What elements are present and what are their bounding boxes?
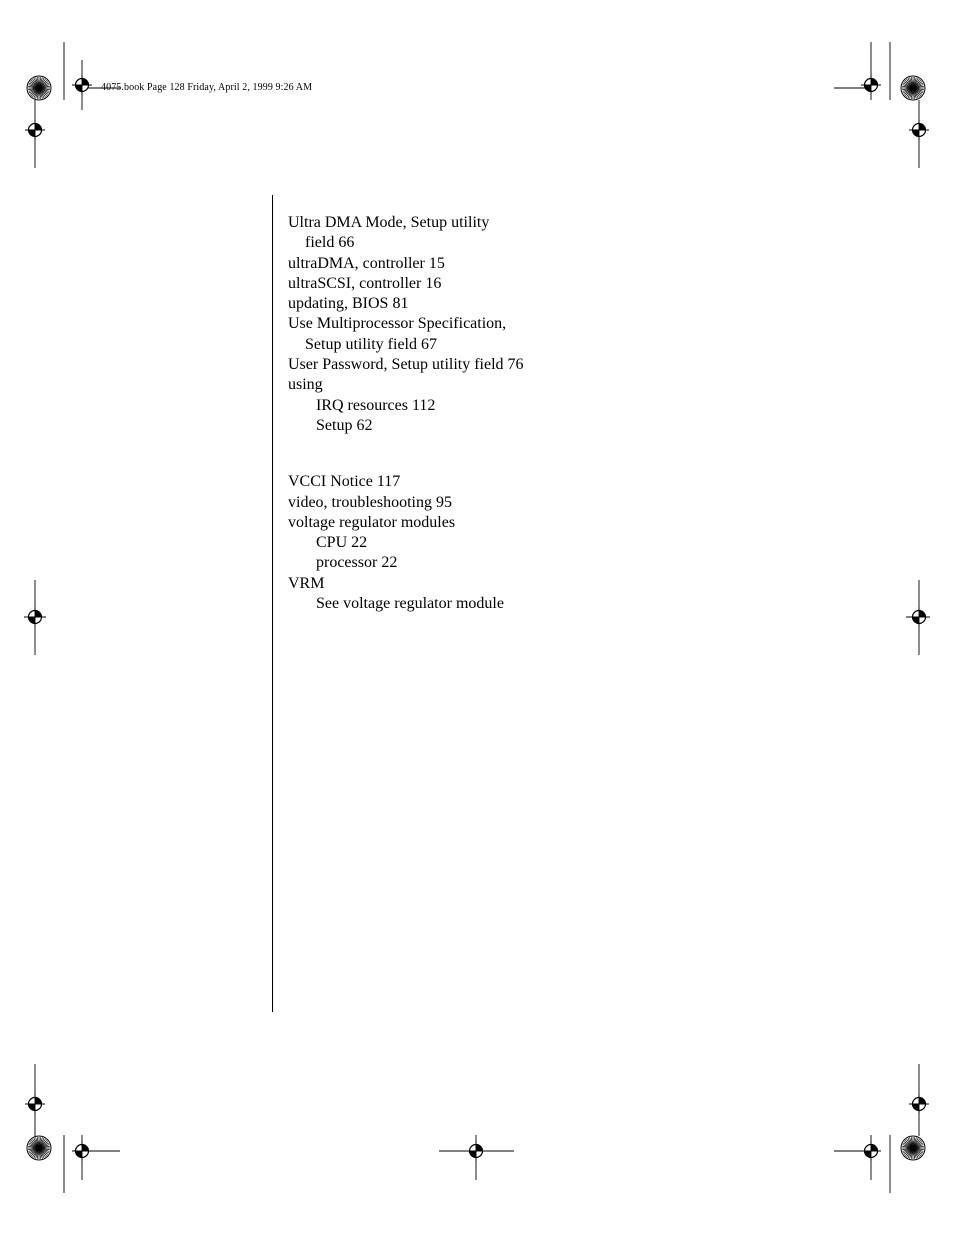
registration-target-quad xyxy=(865,1151,872,1158)
index-subentry: CPU 22 xyxy=(316,534,368,552)
registration-target-quad xyxy=(871,1145,878,1152)
index-subentry: See voltage regulator module xyxy=(316,595,504,613)
registration-target-quad xyxy=(913,617,920,624)
index-entry: voltage regulator modules xyxy=(288,513,456,531)
index-entry-continuation: Setup utility field 67 xyxy=(305,335,437,353)
registration-target-quad xyxy=(82,79,89,86)
registration-target-quad xyxy=(29,1104,36,1111)
index-entry: updating, BIOS 81 xyxy=(288,295,409,313)
registration-target-quad xyxy=(29,130,36,137)
registration-target-quad xyxy=(470,1151,477,1158)
print-slug: 4075.book Page 128 Friday, April 2, 1999 9:26 AM xyxy=(101,82,313,93)
index-entry: video, troubleshooting 95 xyxy=(288,493,452,511)
registration-target-quad xyxy=(919,1098,926,1105)
index-subentry: Setup 62 xyxy=(316,416,373,434)
index-column xyxy=(288,213,524,614)
registration-target-quad xyxy=(35,611,42,618)
index-entry: Use Multiprocessor Specification, xyxy=(288,315,507,333)
index-subentry: processor 22 xyxy=(316,554,398,572)
registration-target-quad xyxy=(871,79,878,86)
index-entry: VCCI Notice 117 xyxy=(288,473,401,491)
registration-target-quad xyxy=(76,1151,83,1158)
registration-target-quad xyxy=(82,1145,89,1152)
registration-target-quad xyxy=(913,130,920,137)
index-entry: ultraDMA, controller 15 xyxy=(288,254,445,272)
index-entry: Ultra DMA Mode, Setup utility xyxy=(288,214,490,231)
registration-target-quad xyxy=(913,1104,920,1111)
index-group-v xyxy=(288,472,524,614)
index-entry: User Password, Setup utility field 76 xyxy=(288,356,524,374)
registration-target-quad xyxy=(919,611,926,618)
registration-target-quad xyxy=(76,85,83,92)
index-group-u xyxy=(288,213,524,436)
registration-target-quad xyxy=(919,124,926,131)
index-entry: using xyxy=(288,376,323,394)
index-entry: VRM xyxy=(288,574,325,592)
index-entry: ultraSCSI, controller 16 xyxy=(288,274,442,292)
index-entry-continuation: field 66 xyxy=(305,234,355,252)
registration-target-quad xyxy=(476,1145,483,1152)
index-subentry: IRQ resources 112 xyxy=(316,396,436,414)
registration-target-quad xyxy=(865,85,872,92)
column-rule xyxy=(272,195,273,1012)
registration-target-quad xyxy=(35,1098,42,1105)
registration-target-quad xyxy=(29,617,36,624)
registration-target-quad xyxy=(35,124,42,131)
index-group-spacer xyxy=(288,436,524,472)
